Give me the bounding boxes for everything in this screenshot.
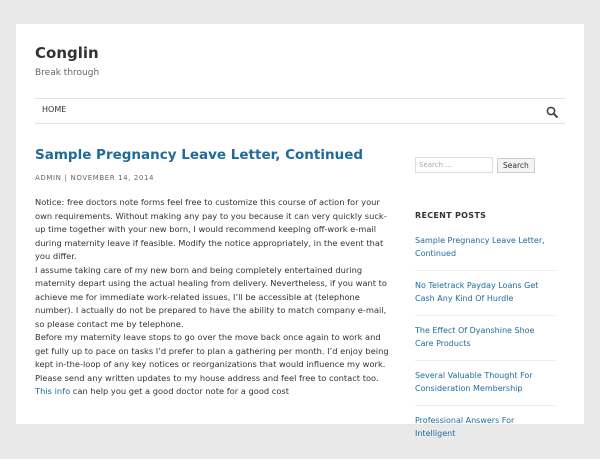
inline-link[interactable]: This info bbox=[35, 386, 71, 396]
recent-posts-list bbox=[415, 234, 555, 451]
post-meta bbox=[35, 174, 395, 182]
list-item bbox=[415, 324, 555, 361]
main-navigation bbox=[35, 98, 565, 124]
post-paragraph: Notice: free doctors note forms feel free to customize this course of action for your own requirements. Without making any pay to you because it can very quickly suck-up time together with your new born, I would recommend keeping off-work e-mail during maternity leave if feasible. Modify the notice appropriately, in the event that you differ. bbox=[35, 197, 387, 261]
post-paragraph-last bbox=[35, 385, 395, 399]
recent-post-link[interactable]: The Effect Of Dyanshine Shoe Care Products bbox=[415, 326, 535, 348]
post-paragraph: I assume taking care of my new born and being completely entertained during maternity depart using the actual healing from delivery. Nevertheless, if you want to achieve me for immediate work-related issues, I’ll be accessible at (telephone number). I actually do not be prepared to have the ability to match company e-mail, so please contact me by telephone. bbox=[35, 264, 388, 329]
recent-post-link[interactable]: No Teletrack Payday Loans Get Cash Any Kind Of Hurdle bbox=[415, 281, 539, 303]
recent-posts-title: RECENT POSTS bbox=[415, 211, 487, 220]
nav-home-link[interactable]: HOME bbox=[42, 105, 67, 114]
page-container bbox=[16, 24, 584, 438]
post-author-link[interactable]: ADMIN bbox=[35, 174, 62, 182]
list-item bbox=[415, 234, 555, 271]
inline-text: can help you get a good doctor note for a good cost bbox=[70, 386, 290, 396]
list-item bbox=[415, 369, 555, 406]
main-content bbox=[35, 146, 395, 399]
post-paragraph: Before my maternity leave stops to go over the move back once again to work and get fully up to pace on tasks I’d prefer to plan a gathering per month. I’d enjoy being kept in-the-loop of any key notices or reorganizations that would influence my work. Please send any written updates to my house address and feel free to contact too. bbox=[35, 332, 389, 383]
search-form bbox=[415, 157, 555, 173]
meta-separator: | bbox=[64, 174, 68, 182]
search-input[interactable] bbox=[415, 157, 493, 173]
search-button[interactable]: Search bbox=[497, 158, 535, 173]
site-title[interactable]: Conglin bbox=[35, 44, 99, 62]
search-icon[interactable] bbox=[546, 104, 559, 117]
list-item bbox=[415, 414, 555, 451]
post-title-link[interactable]: Sample Pregnancy Leave Letter, Continued bbox=[35, 147, 364, 163]
recent-post-link[interactable]: Several Valuable Thought For Consideration Membership bbox=[415, 371, 533, 393]
list-item bbox=[415, 279, 555, 316]
post-date-link[interactable]: NOVEMBER 14, 2014 bbox=[70, 174, 155, 182]
recent-post-link[interactable]: Sample Pregnancy Leave Letter, Continued bbox=[415, 236, 545, 258]
sidebar bbox=[415, 157, 555, 459]
recent-post-link[interactable]: Professional Answers For Intelligent bbox=[415, 416, 515, 438]
post-body bbox=[35, 196, 395, 399]
site-description: Break through bbox=[35, 68, 100, 78]
